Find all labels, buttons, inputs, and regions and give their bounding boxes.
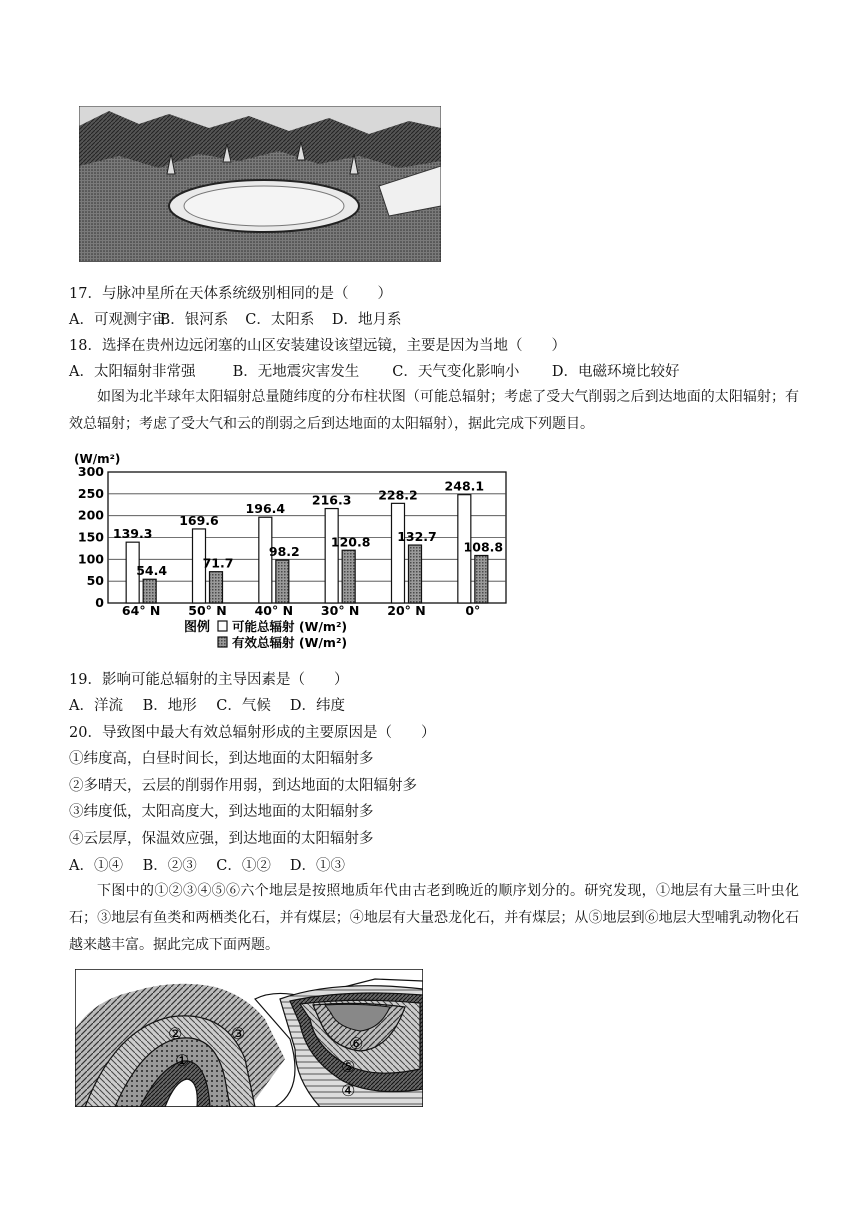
radiation-chart-svg <box>68 448 518 650</box>
q20-statement-4: ④云层厚，保温效应强，到达地面的太阳辐射多 <box>69 831 374 847</box>
q20-options <box>69 854 345 875</box>
data-label-possible: 139.3 <box>112 526 153 542</box>
strata-intro: 下图中的①②③④⑤⑥六个地层是按照地质年代由古老到晚近的顺序划分的。研究发现，①地层有大量三叶虫化石；③地层有鱼类和两栖类化石，并有煤层；④地层有大量恐龙化石，并有煤层；从⑤地层到⑥地层大型哺乳动物化石越来越丰富。据此完成下面两题。 <box>69 883 799 953</box>
data-label-possible: 216.3 <box>311 492 352 508</box>
strata-label-1: ① <box>175 1051 190 1070</box>
bar-possible <box>259 517 272 603</box>
data-label-effective: 132.7 <box>397 529 437 545</box>
data-label-possible: 196.4 <box>245 501 286 517</box>
q17-option-a[interactable]: A．可观测宇宙 <box>69 312 167 328</box>
data-label-effective: 54.4 <box>136 563 168 579</box>
bar-possible <box>325 509 338 603</box>
data-label-effective: 108.8 <box>463 539 504 555</box>
bar-effective <box>276 560 289 603</box>
q20-option-b[interactable]: B．②③ <box>142 858 197 874</box>
data-label-possible: 228.2 <box>378 487 418 503</box>
x-tick-label: 64° N <box>121 603 161 618</box>
q17-stem: 17．与脉冲星所在天体系统级别相同的是（ ） <box>69 286 392 302</box>
q19-option-b[interactable]: B．地形 <box>142 698 197 714</box>
q20-option-d[interactable]: D．①③ <box>289 858 345 874</box>
bar-effective <box>342 550 355 603</box>
data-label-possible: 169.6 <box>179 512 219 528</box>
q18-option-a[interactable]: A．太阳辐射非常强 <box>69 364 196 380</box>
q19-stem: 19．影响可能总辐射的主导因素是（ ） <box>69 672 349 688</box>
data-label-possible: 248.1 <box>444 478 485 494</box>
q20-option-a[interactable]: A．①④ <box>69 858 123 874</box>
q18-stem: 18．选择在贵州边远闭塞的山区安装建设该望远镜，主要是因为当地（ ） <box>69 338 566 354</box>
strata-diagram <box>75 969 423 1107</box>
data-label-effective: 98.2 <box>268 544 300 560</box>
bar-effective <box>143 579 156 603</box>
data-label-effective: 71.7 <box>202 555 234 571</box>
x-tick-label: 30° N <box>320 603 360 618</box>
legend-title: 图例 <box>184 620 211 635</box>
legend-swatch-possible <box>218 621 227 631</box>
y-tick-label: 300 <box>77 464 104 479</box>
y-tick-label: 50 <box>86 573 104 589</box>
q19-option-a[interactable]: A．洋流 <box>69 698 123 714</box>
chart-ylabel: (W/m²) <box>74 452 121 466</box>
bar-effective <box>409 545 422 603</box>
chart-legend <box>184 619 347 650</box>
strata-label-5: ⑤ <box>341 1057 356 1076</box>
y-tick-label: 200 <box>77 507 104 523</box>
q18-option-b[interactable]: B．无地震灾害发生 <box>232 364 360 380</box>
q17-option-b[interactable]: B．银河系 <box>159 312 229 328</box>
strata-label-2: ② <box>168 1024 183 1043</box>
q17-option-d[interactable]: D．地月系 <box>331 312 402 328</box>
x-tick-label: 20° N <box>387 603 426 618</box>
q20-statement-1: ①纬度高，白昼时间长，到达地面的太阳辐射多 <box>69 751 374 767</box>
y-tick-label: 100 <box>77 551 104 567</box>
bar-effective <box>210 572 223 603</box>
q20-statement-3: ③纬度低，太阳高度大，到达地面的太阳辐射多 <box>69 804 374 820</box>
legend-swatch-effective <box>218 637 227 647</box>
q19-options <box>69 694 345 715</box>
y-tick-label: 150 <box>77 529 104 545</box>
bar-effective <box>475 555 488 603</box>
q19-option-d[interactable]: D．纬度 <box>289 698 345 714</box>
q19-option-c[interactable]: C．气候 <box>216 698 271 714</box>
telescope-photo <box>79 106 441 262</box>
strata-label-3: ③ <box>231 1024 246 1043</box>
q18-option-c[interactable]: C．天气变化影响小 <box>392 364 520 380</box>
x-tick-label: 40° N <box>254 603 294 618</box>
data-label-effective: 120.8 <box>330 534 371 550</box>
x-tick-label: 0° <box>465 603 481 618</box>
legend-item-possible: 可能总辐射 (W/m²) <box>232 619 348 634</box>
q17-option-c[interactable]: C．太阳系 <box>245 312 315 328</box>
strata-label-4: ④ <box>341 1081 356 1100</box>
strata-label-6: ⑥ <box>349 1034 364 1053</box>
q18-option-d[interactable]: D．电磁环境比较好 <box>551 364 680 380</box>
q18-options <box>69 360 679 381</box>
radiation-chart <box>68 448 518 650</box>
legend-item-effective: 有效总辐射 (W/m²) <box>232 635 348 650</box>
y-tick-label: 0 <box>95 595 104 610</box>
q20-option-c[interactable]: C．①② <box>216 858 271 874</box>
x-tick-label: 50° N <box>188 603 227 618</box>
q17-options <box>69 308 401 329</box>
q20-statement-2: ②多晴天，云层的削弱作用弱，到达地面的太阳辐射多 <box>69 778 417 794</box>
radiation-intro: 如图为北半球年太阳辐射总量随纬度的分布柱状图（可能总辐射；考虑了受大气削弱之后到达地面的太阳辐射；有效总辐射；考虑了受大气和云的削弱之后到达地面的太阳辐射），据此完成下列题目。 <box>69 389 799 432</box>
bar-possible <box>392 503 405 603</box>
y-tick-label: 250 <box>77 485 104 501</box>
q20-stem: 20．导致图中最大有效总辐射形成的主要原因是（ ） <box>69 725 436 741</box>
